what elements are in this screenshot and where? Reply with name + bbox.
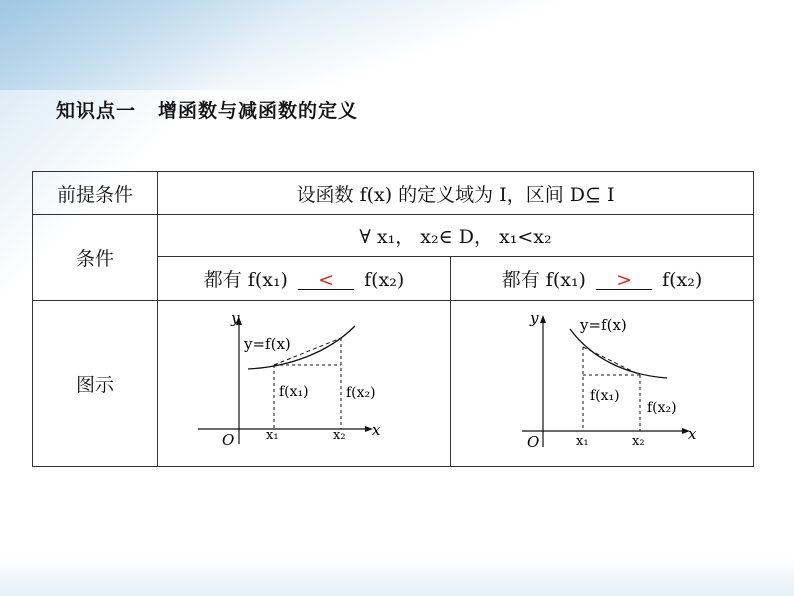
curve-label: y=f(x)	[244, 335, 291, 353]
greater-than-answer: >	[596, 271, 652, 290]
prefix-text: 都有	[203, 269, 242, 291]
f-x1-label: f(x₁)	[279, 384, 309, 400]
y-axis-label: y	[530, 309, 539, 327]
lhs-text: f(x₁)	[545, 269, 586, 291]
condition-content: ∀ x₁， x₂∈ D， x₁<x₂	[158, 215, 754, 257]
y-axis-label: y	[231, 309, 240, 327]
diagram-label: 图示	[33, 301, 158, 467]
f-x2-label: f(x₂)	[346, 385, 376, 401]
increasing-graph	[158, 301, 450, 461]
decreasing-graph-cell	[451, 301, 754, 467]
table-row	[33, 172, 754, 215]
x2-label: x₂	[632, 434, 645, 449]
f-x2-label: f(x₂)	[647, 400, 677, 416]
less-than-answer: <	[298, 271, 354, 290]
heading-title: 增函数与减函数的定义	[158, 100, 359, 122]
decreasing-graph	[452, 301, 752, 461]
x1-label: x₁	[576, 434, 589, 449]
table-row	[33, 215, 754, 257]
x-axis-label: x	[372, 421, 381, 439]
curve-label: y=f(x)	[580, 316, 627, 334]
heading-number: 知识点一	[56, 100, 137, 122]
lhs-text: f(x₁)	[247, 269, 288, 291]
prefix-text: 都有	[501, 269, 540, 291]
table-row	[33, 301, 754, 467]
x1-label: x₁	[266, 428, 279, 443]
condition-label: 条件	[33, 215, 158, 301]
origin-label: O	[527, 433, 540, 451]
f-x1-label: f(x₁)	[590, 388, 620, 404]
rhs-text: f(x₂)	[662, 269, 703, 291]
definition-table	[32, 171, 754, 467]
premise-content: 设函数 f(x) 的定义域为 I，区间 D⊆ I	[158, 172, 754, 215]
origin-label: O	[222, 431, 235, 449]
section-heading	[56, 96, 358, 123]
decreasing-curve	[570, 329, 667, 378]
decreasing-condition	[451, 257, 754, 301]
increasing-graph-cell	[158, 301, 451, 467]
x-axis-label: x	[688, 425, 697, 443]
header-background	[0, 0, 794, 90]
y-axis-arrow	[540, 315, 546, 323]
increasing-condition	[158, 257, 451, 301]
x2-label: x₂	[333, 428, 346, 443]
rhs-text: f(x₂)	[364, 269, 405, 291]
footer-background	[0, 556, 794, 596]
premise-label: 前提条件	[33, 172, 158, 215]
